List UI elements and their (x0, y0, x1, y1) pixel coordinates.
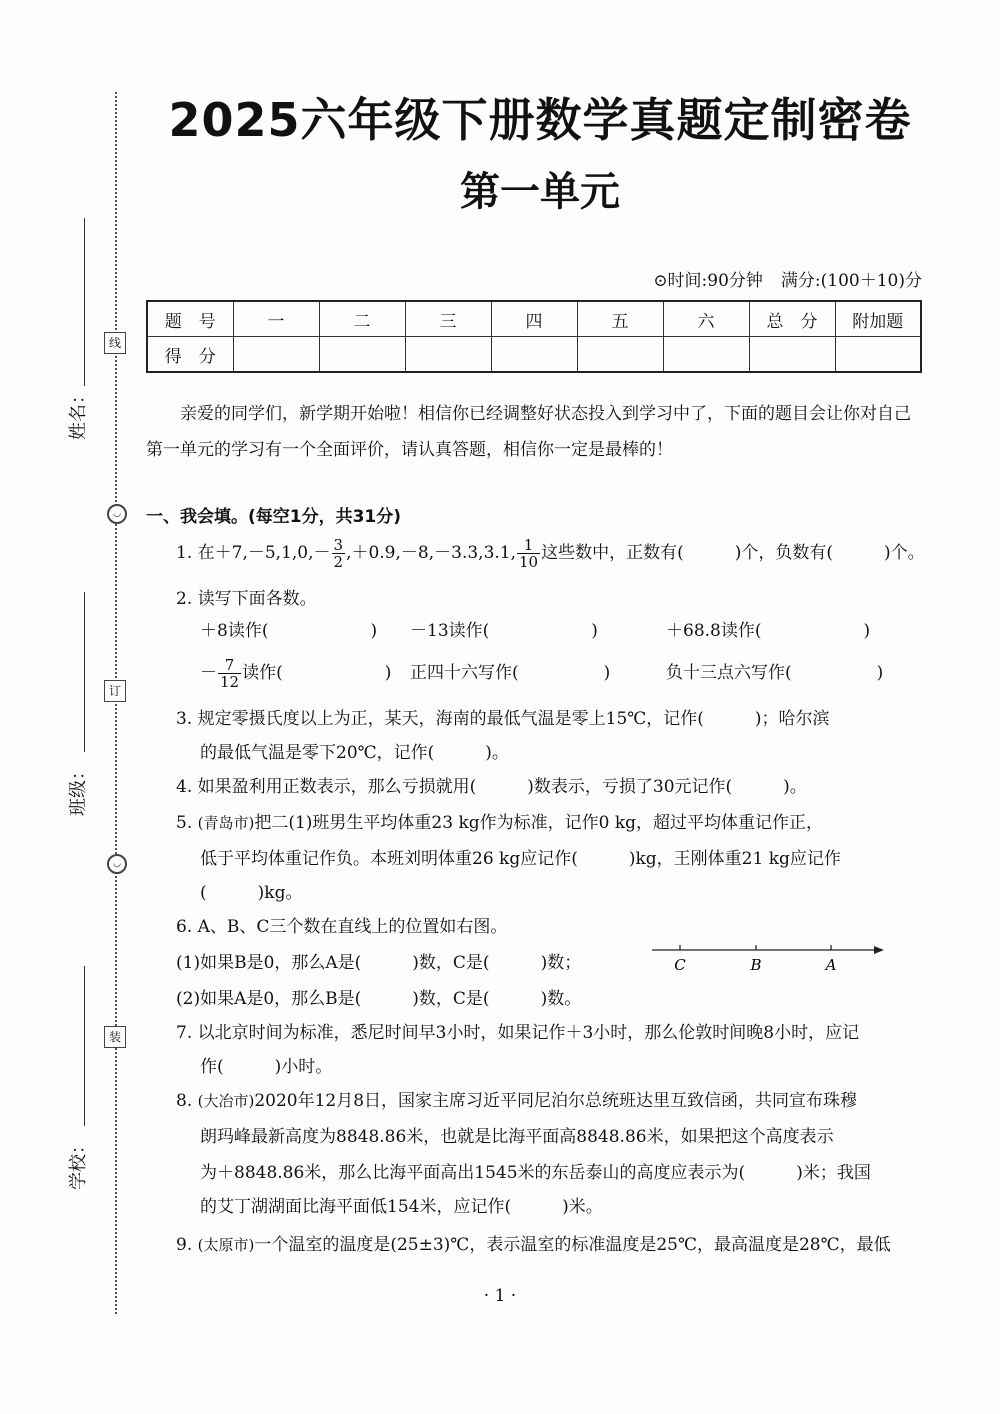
source-city: (大冶市) (197, 1092, 255, 1110)
score-entry-cell[interactable] (749, 337, 835, 373)
question-7-line-2: 作( )小时。 (200, 1057, 333, 1077)
point-label-c: C (674, 956, 686, 974)
q1-prefix: 1. 在＋7,－5,1,0,－ (176, 543, 331, 563)
source-city: (太原市) (197, 1236, 255, 1254)
score-entry-cell[interactable] (405, 337, 491, 373)
question-2-title: 2. 读写下面各数。 (176, 589, 317, 609)
section-heading: 一、我会填。(每空1分，共31分) (146, 507, 402, 527)
class-label: 班级： (68, 762, 89, 816)
question-5-line-1 (176, 806, 926, 840)
q2-item-d[interactable] (200, 656, 410, 690)
question-7-line-1: 7. 以北京时间为标准，悉尼时间早3小时，如果记作＋3小时，那么伦敦时间晚8小时，应记 (176, 1023, 860, 1043)
score-entry-cell[interactable] (233, 337, 319, 373)
number-line (652, 940, 884, 980)
fraction-numerator: 3 (333, 536, 344, 554)
point-label-a: A (825, 956, 837, 974)
question-6: 6. A、B、C三个数在直线上的位置如右图。 (176, 917, 508, 937)
question-3-line-2: 的最低气温是零下20℃，记作( )。 (200, 743, 509, 763)
q2-item-d-text: 读作( ) (242, 663, 392, 683)
minus-sign: － (200, 663, 217, 683)
q5-number: 5. (176, 813, 198, 833)
q2-item-e[interactable]: 正四十六写作( ) (410, 663, 611, 683)
question-8-line-3: 为＋8848.86米，那么比海平面高出1545米的东岳泰山的高度应表示为( )米；我国 (200, 1163, 871, 1183)
fraction-denominator: 10 (519, 553, 539, 571)
school-write-line (84, 966, 85, 1126)
q2-item-c[interactable]: ＋68.8读作( ) (666, 621, 871, 641)
question-2-row-2 (200, 656, 950, 690)
point-label-b: B (750, 956, 762, 974)
question-8-line-4: 的艾丁湖湖面比海平面低154米，应记作( )米。 (200, 1197, 603, 1217)
fraction (332, 537, 346, 570)
school-label: 学校： (68, 1136, 89, 1190)
q9-text: 一个温室的温度是(25±3)℃，表示温室的标准温度是25℃，最高温度是28℃，最低 (254, 1235, 891, 1255)
page-subtitle: 第一单元 (460, 169, 620, 215)
fraction-denominator: 12 (220, 673, 240, 691)
page-title: 2025六年级下册数学真题定制密卷 (168, 93, 912, 147)
fraction (218, 657, 241, 690)
table-cell: 五 (577, 301, 663, 337)
fraction-numerator: 7 (218, 657, 241, 674)
table-cell: 得 分 (147, 337, 233, 373)
question-9-line-1 (176, 1228, 926, 1262)
score-entry-cell[interactable] (491, 337, 577, 373)
question-8-line-1 (176, 1084, 926, 1118)
arrow-icon (874, 946, 884, 954)
table-cell: 题 号 (147, 301, 233, 337)
question-6-sub-1: (1)如果B是0，那么A是( )数，C是( )数； (176, 953, 582, 973)
intro-paragraph: 亲爱的同学们，新学期开始啦！相信你已经调整好状态投入到学习中了，下面的题目会让你对自己第一单元的学习有一个全面评价，请认真答题，相信你一定是最棒的！ (146, 404, 911, 460)
q8-number: 8. (176, 1091, 198, 1111)
binding-mark-mid: 订 (104, 680, 126, 702)
fraction-denominator: 2 (333, 553, 344, 571)
table-cell: 一 (233, 301, 319, 337)
question-6-sub-2: (2)如果A是0，那么B是( )数，C是( )数。 (176, 989, 582, 1009)
q1-middle: ,＋0.9,－8,－3.3,3.1, (346, 543, 517, 563)
name-write-line (84, 218, 85, 386)
question-5-line-2: 低于平均体重记作负。本班刘明体重26 kg应记作( )kg，王刚体重21 kg应记作 (200, 849, 841, 869)
table-cell: 六 (663, 301, 749, 337)
score-table-header-row (147, 301, 921, 337)
score-entry-cell[interactable] (835, 337, 921, 373)
q2-item-b[interactable]: －13读作( ) (410, 621, 598, 641)
table-cell: 二 (319, 301, 405, 337)
score-table-score-row (147, 337, 921, 373)
binding-mark-top: 线 (104, 332, 126, 354)
fraction-numerator: 1 (517, 537, 540, 554)
q5-text: 把二(1)班男生平均体重23 kg作为标准，记作0 kg，超过平均体重记作正， (254, 813, 824, 833)
fraction (517, 537, 540, 570)
binding-ring-icon: ◡ (107, 504, 127, 524)
table-cell: 四 (491, 301, 577, 337)
score-entry-cell[interactable] (663, 337, 749, 373)
score-table (146, 300, 922, 373)
full-score: 满分:(100＋10)分 (780, 271, 922, 291)
question-3-line-1: 3. 规定零摄氏度以上为正，某天，海南的最低气温是零上15℃，记作( )；哈尔滨 (176, 709, 830, 729)
binding-ring-icon: ◡ (107, 854, 127, 874)
q9-number: 9. (176, 1235, 198, 1255)
binding-mark-bottom: 装 (104, 1026, 126, 1048)
source-city: (青岛市) (197, 814, 255, 832)
q2-item-f[interactable]: 负十三点六写作( ) (666, 663, 884, 683)
time-limit: ⊙时间:90分钟 (653, 271, 763, 291)
exam-time-info (653, 266, 922, 291)
class-write-line (84, 592, 85, 752)
table-cell: 三 (405, 301, 491, 337)
score-entry-cell[interactable] (319, 337, 405, 373)
binding-dotted-line (115, 92, 117, 1314)
name-label: 姓名： (68, 386, 89, 440)
score-entry-cell[interactable] (577, 337, 663, 373)
question-4: 4. 如果盈利用正数表示，那么亏损就用( )数表示，亏损了30元记作( )。 (176, 777, 807, 797)
question-2-row-1 (200, 614, 950, 648)
question-5-line-3: ( )kg。 (200, 883, 303, 903)
q1-suffix: 这些数中，正数有( )个，负数有( )个。 (541, 543, 925, 563)
page-number: · 1 · (483, 1286, 517, 1306)
question-8-line-2: 朗玛峰最新高度为8848.86米，也就是比海平面高8848.86米，如果把这个高度表示 (200, 1127, 834, 1147)
table-cell: 总 分 (749, 301, 835, 337)
q8-text: 2020年12月8日，国家主席习近平同尼泊尔总统班达里互致信函，共同宣布珠穆 (254, 1091, 858, 1111)
table-cell: 附加题 (835, 301, 921, 337)
question-1 (176, 536, 926, 570)
q2-item-a[interactable]: ＋8读作( ) (200, 621, 378, 641)
